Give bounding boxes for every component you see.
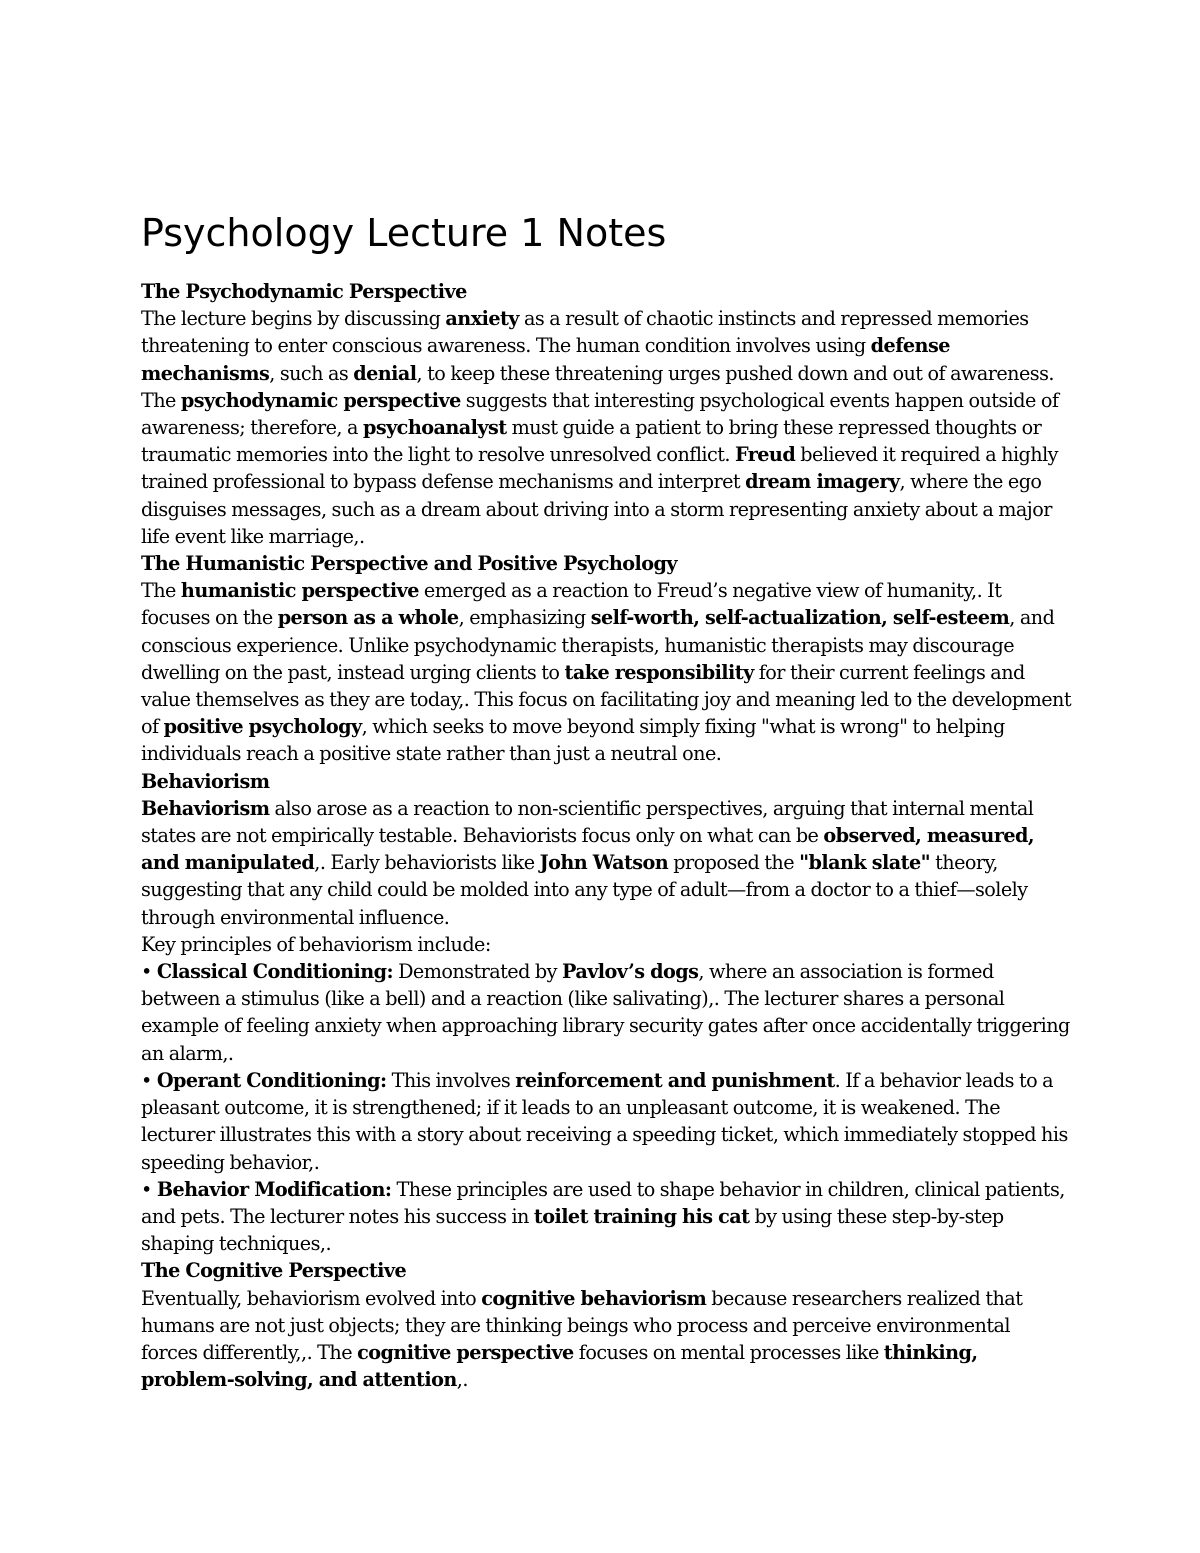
text-run: must guide a patient to bring these repressed thoughts or traumatic memories into the light to resolve unresolved conflict. [141,416,1042,467]
text-run: Key principles of behaviorism include: [141,932,491,956]
bold-text-run: toilet training his cat [533,1204,750,1228]
text-run: • [141,1177,157,1201]
bold-text-run: observed, measured, and manipulated [141,824,1035,875]
section-heading: The Psychodynamic Perspective [141,280,467,303]
text-run: This involves [386,1068,516,1092]
bold-text-run: self-worth, self-actualization, self-esteem [590,606,1010,630]
text-run: emerged as a reaction to Freud’s negative view of humanity,. It focuses on the [141,579,1002,630]
bold-text-run: dream imagery [745,470,900,494]
bold-text-run: positive psychology [163,715,362,739]
text-run: , and conscious experience. Unlike psychodynamic therapists, humanistic therapists may discourage dwelling on the past, instead urging clients to [141,606,1055,684]
bold-text-run: person as a whole [277,606,459,630]
section-heading: The Humanistic Perspective and Positive Psychology [141,552,677,576]
text-run: also arose as a reaction to non-scientific perspectives, arguing that internal mental states are not empirically testable. Behaviorists focus only on what can be [141,796,1034,848]
bold-text-run: cognitive behaviorism [481,1286,707,1310]
bold-text-run: Behaviorism [141,796,270,820]
bold-text-run: Classical Conditioning: [156,960,394,984]
text-run: , emphasizing [458,606,591,630]
bold-text-run: Behavior Modification: [156,1177,392,1201]
bold-text-run: John Watson [539,851,669,875]
text-run: ,. [456,1368,468,1392]
section-paragraph [141,931,1071,958]
text-run: believed it required a highly trained professional to bypass defense mechanisms and interpret [141,443,1058,494]
bold-text-run: reinforcement and punishment [515,1068,835,1092]
bold-text-run: defense mechanisms [141,334,950,385]
text-run: , such as [269,361,354,385]
bold-text-run: psychoanalyst [362,416,507,440]
bold-text-run: Pavlov’s dogs [561,960,699,984]
bold-text-run: cognitive perspective [357,1340,574,1364]
bold-text-run: denial [353,361,417,385]
section-paragraph [141,958,1071,1067]
text-run: The lecture begins by discussing [141,307,446,331]
bold-text-run: psychodynamic perspective [180,388,461,412]
bold-text-run: humanistic perspective [180,579,419,603]
text-run: , to keep these threatening urges pushed down and out of awareness. The [141,361,1054,412]
text-run: • [141,960,157,984]
document-title: Psychology Lecture 1 Notes [141,211,667,255]
text-run: , where an association is formed between a stimulus (like a bell) and a reaction (like salivating),. The lecturer shares a personal example of feeling anxiety when approaching library security gates after once accidentally triggering an alarm,. [141,960,1070,1065]
text-run: theory, suggesting that any child could be molded into any type of adult—from a doctor to a thief—solely through environmental influence. [141,851,1028,929]
text-run: Demonstrated by [393,960,562,984]
bold-text-run: anxiety [445,307,519,331]
text-run: suggests that interesting psychological events happen outside of awareness; therefore, a [141,388,1059,440]
text-run: The [141,579,181,603]
text-run: proposed the [668,851,800,875]
text-run: as a result of chaotic instincts and repressed memories threatening to enter conscious awareness. The human condition involves using [141,307,1029,358]
text-run: , which seeks to move beyond simply fixing "what is wrong" to helping individuals reach a positive state rather than just a neutral one. [141,715,1005,766]
text-run: ,. Early behaviorists like [314,851,540,875]
document-body [141,278,1071,1393]
section-paragraph [141,1285,1071,1394]
section-paragraph [141,305,1071,550]
text-run: by using these step-by-step shaping techniques,. [141,1204,1004,1256]
bold-text-run: "blank slate" [799,851,931,875]
bold-text-run: take responsibility [564,660,754,684]
text-run: Eventually, behaviorism evolved into [141,1286,482,1310]
bold-text-run: thinking, problem-solving, and attention [141,1340,978,1392]
bold-text-run: Operant Conditioning: [156,1068,387,1092]
text-run: because researchers realized that humans are not just objects; they are thinking beings who process and perceive environmental forces differently,,. The [141,1286,1023,1364]
text-run: , where the ego disguises messages, such as a dream about driving into a storm representing anxiety about a major life event like marriage,. [141,470,1052,548]
text-run: These principles are used to shape behavior in children, clinical patients, and pets. The lecturer notes his success in [141,1177,1065,1228]
bold-text-run: Freud [734,443,796,467]
text-run: . If a behavior leads to a pleasant outcome, it is strengthened; if it leads to an unpleasant outcome, it is weakened. The lecturer illustrates this with a story about receiving a speeding ticket, which immediately stopped his speeding behavior,. [141,1068,1068,1174]
section-paragraph [141,1067,1071,1176]
section-heading: Behaviorism [141,769,270,793]
text-run: focuses on mental processes like [573,1340,884,1364]
section-paragraph [141,795,1071,931]
text-run: for their current feelings and value themselves as they are today,. This focus on facilitating joy and meaning led to the development of [141,660,1072,739]
section-paragraph [141,1176,1071,1258]
section-heading: The Cognitive Perspective [141,1259,407,1283]
section-paragraph [141,577,1071,767]
text-run: • [141,1068,157,1092]
